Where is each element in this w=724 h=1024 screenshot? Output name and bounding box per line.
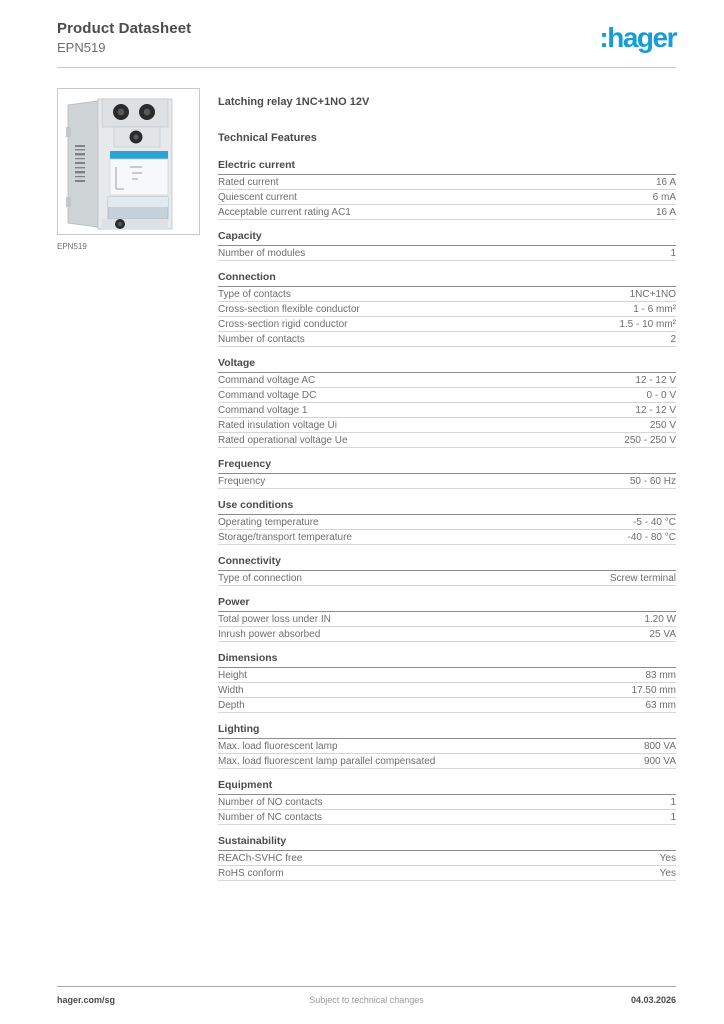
spec-value: 83 mm (645, 670, 676, 681)
spec-value: 17.50 mm (631, 685, 676, 696)
page-footer (57, 986, 676, 1005)
spec-label: Type of connection (218, 573, 302, 584)
spec-section (218, 835, 676, 881)
spec-row (218, 388, 676, 403)
spec-label: Type of contacts (218, 289, 291, 300)
header-titles (57, 20, 191, 55)
spec-section (218, 596, 676, 642)
spec-row (218, 205, 676, 220)
spec-section-title: Use conditions (218, 499, 676, 515)
spec-section-title: Frequency (218, 458, 676, 474)
spec-label: Rated current (218, 177, 279, 188)
spec-label: Max. load fluorescent lamp parallel compensated (218, 756, 436, 767)
spec-row (218, 175, 676, 190)
spec-label: Frequency (218, 476, 266, 487)
spec-value: 0 - 0 V (646, 390, 676, 401)
spec-value: Yes (659, 868, 676, 879)
spec-label: Cross-section rigid conductor (218, 319, 348, 330)
product-image-caption: EPN519 (57, 242, 87, 251)
spec-row (218, 190, 676, 205)
spec-section (218, 723, 676, 769)
spec-row (218, 246, 676, 261)
spec-row (218, 851, 676, 866)
spec-row (218, 332, 676, 347)
spec-label: Command voltage AC (218, 375, 316, 386)
spec-value: 1NC+1NO (629, 289, 676, 300)
spec-value: 1.20 W (644, 614, 676, 625)
spec-column (218, 88, 676, 881)
spec-label: REACh-SVHC free (218, 853, 303, 864)
spec-label: Max. load fluorescent lamp (218, 741, 338, 752)
spec-row (218, 612, 676, 627)
product-reference: EPN519 (57, 40, 106, 55)
spec-value: 12 - 12 V (635, 405, 676, 416)
technical-features-heading: Technical Features (218, 132, 317, 144)
spec-row (218, 866, 676, 881)
spec-label: Acceptable current rating AC1 (218, 207, 351, 218)
spec-sections (218, 159, 676, 881)
product-title: Latching relay 1NC+1NO 12V (218, 96, 370, 108)
spec-row (218, 795, 676, 810)
spec-row (218, 627, 676, 642)
spec-label: Rated insulation voltage Ui (218, 420, 337, 431)
spec-section-title: Equipment (218, 779, 676, 795)
spec-label: Number of NO contacts (218, 797, 323, 808)
relay-module-illustration (58, 89, 199, 234)
spec-row (218, 433, 676, 448)
spec-value: 1 (670, 248, 676, 259)
spec-row (218, 403, 676, 418)
spec-value: 6 mA (652, 192, 676, 203)
spec-row (218, 302, 676, 317)
product-image (57, 88, 200, 235)
spec-section (218, 230, 676, 261)
spec-label: Total power loss under IN (218, 614, 331, 625)
spec-row (218, 698, 676, 713)
spec-value: Yes (659, 853, 676, 864)
spec-value: 12 - 12 V (635, 375, 676, 386)
spec-section-title: Connectivity (218, 555, 676, 571)
spec-section (218, 779, 676, 825)
spec-section (218, 555, 676, 586)
spec-value: 16 A (655, 177, 676, 188)
footer-website: hager.com/sg (57, 995, 116, 1005)
spec-value: 800 VA (643, 741, 676, 752)
spec-value: 1 - 6 mm² (633, 304, 676, 315)
footer-date: 04.03.2026 (630, 995, 676, 1005)
spec-value: 50 - 60 Hz (629, 476, 676, 487)
spec-label: Rated operational voltage Ue (218, 435, 348, 446)
spec-row (218, 530, 676, 545)
spec-section-title: Lighting (218, 723, 676, 739)
spec-value: 1 (670, 797, 676, 808)
spec-section (218, 652, 676, 713)
spec-value: Screw terminal (609, 573, 676, 584)
spec-label: Operating temperature (218, 517, 319, 528)
spec-value: 250 - 250 V (624, 435, 676, 446)
spec-value: 63 mm (645, 700, 676, 711)
spec-section-title: Dimensions (218, 652, 676, 668)
spec-section (218, 271, 676, 347)
spec-section-title: Electric current (218, 159, 676, 175)
spec-row (218, 683, 676, 698)
spec-section (218, 499, 676, 545)
spec-value: 900 VA (643, 756, 676, 767)
spec-section (218, 357, 676, 448)
spec-label: Inrush power absorbed (218, 629, 321, 640)
spec-label: Number of modules (218, 248, 306, 259)
spec-row (218, 373, 676, 388)
hager-logo: :hager (599, 22, 676, 53)
spec-label: Command voltage DC (218, 390, 317, 401)
footer-disclaimer: Subject to technical changes (309, 995, 424, 1005)
spec-label: RoHS conform (218, 868, 284, 879)
spec-label: Storage/transport temperature (218, 532, 352, 543)
spec-row (218, 474, 676, 489)
spec-row (218, 515, 676, 530)
spec-value: 25 VA (649, 629, 676, 640)
spec-row (218, 317, 676, 332)
spec-label: Number of NC contacts (218, 812, 322, 823)
spec-row (218, 754, 676, 769)
spec-section (218, 458, 676, 489)
spec-section (218, 159, 676, 220)
spec-value: 16 A (655, 207, 676, 218)
spec-value: -40 - 80 °C (627, 532, 676, 543)
page-title: Product Datasheet (57, 20, 192, 37)
spec-value: 250 V (649, 420, 676, 431)
spec-label: Number of contacts (218, 334, 305, 345)
spec-row (218, 810, 676, 825)
spec-label: Cross-section flexible conductor (218, 304, 360, 315)
spec-value: 2 (670, 334, 676, 345)
spec-row (218, 739, 676, 754)
page-header (57, 20, 676, 68)
spec-row (218, 287, 676, 302)
spec-section-title: Power (218, 596, 676, 612)
spec-section-title: Connection (218, 271, 676, 287)
product-image-column (57, 88, 200, 251)
spec-label: Width (218, 685, 244, 696)
spec-value: 1 (670, 812, 676, 823)
spec-value: 1.5 - 10 mm² (619, 319, 676, 330)
spec-row (218, 418, 676, 433)
spec-value: -5 - 40 °C (633, 517, 676, 528)
spec-label: Command voltage 1 (218, 405, 308, 416)
spec-section-title: Sustainability (218, 835, 676, 851)
spec-row (218, 571, 676, 586)
spec-section-title: Voltage (218, 357, 676, 373)
spec-section-title: Capacity (218, 230, 676, 246)
spec-row (218, 668, 676, 683)
spec-label: Quiescent current (218, 192, 297, 203)
spec-label: Height (218, 670, 247, 681)
spec-label: Depth (218, 700, 245, 711)
